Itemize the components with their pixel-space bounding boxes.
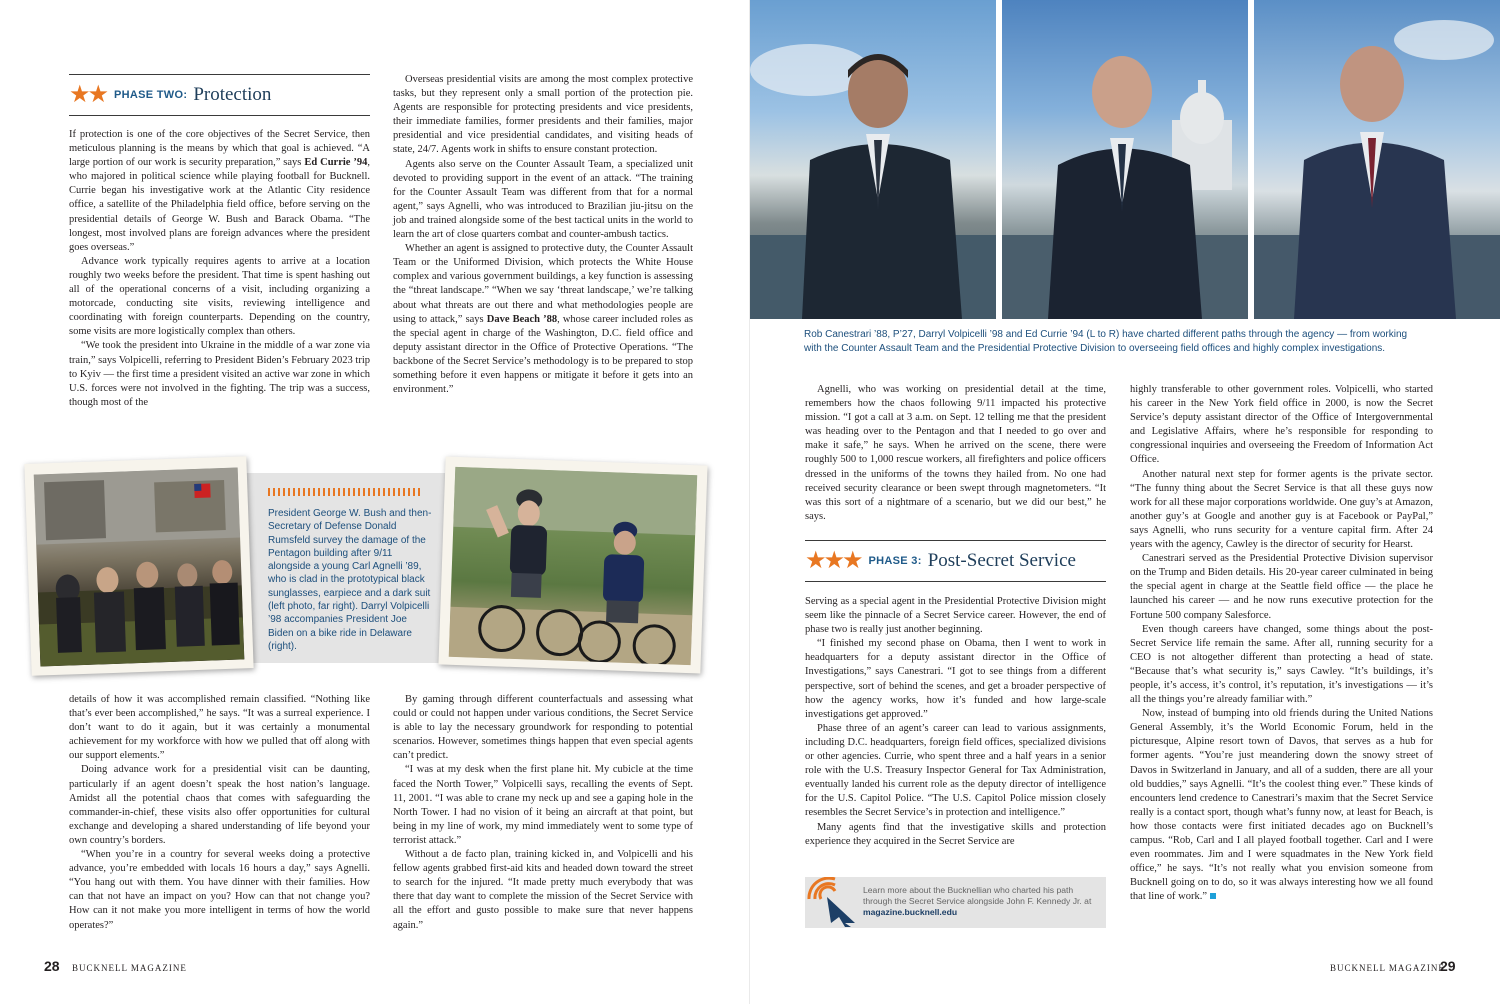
paragraph: “We took the president into Ukraine in the middle of a war zone via train,” says Volpicelli, referring to President Biden’s February 2023 trip to Kyiv — the first time a president visited an active war zone in which U.S. forces were not involved in the fighting. The trip was a success, though most of the xyxy=(69,340,370,408)
end-mark-icon xyxy=(1210,893,1216,899)
right-col3-top xyxy=(805,383,1106,524)
paragraph: Canestrari served as the Presidential Protective Division supervisor on the Trump and Biden details. His 20-year career culminated in being the special agent in charge at the Seattle field office — the place he launched his career — and he now runs executive protection for the Fortune 500 company Salesforce. xyxy=(1130,553,1433,621)
paragraph: Another natural next step for former agents is the private sector. “The funny thing about the Secret Service is that all these guys now work for all these major corporations worldwide. One guy’s at Amazon, another guy’s at Google and another guy is at Facebook or PayPal,” says Agnelli, who runs security for a venture capital firm. After 24 years with the agency, Cawley is the director of security for Hearst. xyxy=(1130,468,1433,551)
photo-caption-panel xyxy=(240,473,445,663)
phase-three-heading xyxy=(805,540,1106,582)
phase-three-label: PHASE 3: xyxy=(868,555,922,567)
phase-two-label: PHASE TWO: xyxy=(114,89,188,101)
paragraph: Agents also serve on the Counter Assault Team, a specialized unit devoted to providing support in the event of an attack. “The training for the Counter Assault Team was different from that for a normal agent,” says Agnelli, who was introduced to Brazilian jiu-jitsu on the job and trained alongside some of the best tactical units in the world to learn the art of close quarters combat and counter-ambush tactics. xyxy=(393,158,693,241)
paragraph: Whether an agent is assigned to protective duty, the Counter Assault Team or the Uniformed Division, which protects the White House complex and various government buildings, a key function is assessing the “threat landscape.” “When we say ‘threat landscape,’ we’re talking about what threats are out there and what methodologies people are using to attack,” says Dave Beach ’88, whose career included roles as the special agent in charge of the Washington, D.C. field office and deputy assistant director in the Office of Protective Operations. “The backbone of the Secret Service’s methodology is to be prepared to stop something before it even happens or mitigate it before it gets into an environment.” xyxy=(393,243,694,396)
folio-page-number-left: 28 xyxy=(44,958,60,974)
paragraph: Overseas presidential visits are among the most complex protective tasks, but they represent only a small portion of the protection pie. Agents are responsible for protecting presidents and vice presidents, their immediate families, former presidents and their families, major presidential and vice presidential candidates, and visiting heads of state, 24/7. Agents work in shifts to ensure constant protection. xyxy=(393,74,693,156)
name-dave-beach: Dave Beach ’88 xyxy=(486,313,558,325)
left-col2-top xyxy=(393,73,693,397)
paragraph: Phase three of an agent’s career can lead to various assignments, including D.C. headquarters, foreign field offices, specialized divisions or other agencies. Currie, who spent three and a half years in a senior role with the U.S. Treasury Inspector General for Tax Administration, eventually landed his current role as the deputy director of intelligence for the U.S. Capitol Police. “The U.S. Capitol Police mission closely resembles the Secret Service’s in protection and intelligence.” xyxy=(805,722,1106,819)
polaroid-bike-ride xyxy=(438,456,707,673)
paragraph: Serving as a special agent in the Presidential Protective Division might seem like the pinnacle of a Secret Service career. However, the end of phase two is really just another beginning. xyxy=(805,596,1106,636)
paragraph: Even though careers have changed, some things about the post-Secret Service life remain the same. After all, running security for a CEO is not altogether different than protecting a head of state. “Because that’s what security is,” says Cawley. “It’s buildings, it’s people, it’s access, it’s control, it’s reputation, it’s investigations — it’s all the things you’re already familiar with.” xyxy=(1130,623,1433,706)
hero-photo-currie xyxy=(1254,0,1500,319)
paragraph: Doing advance work for a presidential visit can be daunting, particularly if an agent doesn’t speak the host nation’s language. Amidst all the potential chaos that comes with safeguarding the commander-in-chief, these visits also offer opportunities for cultural exchange and developing a shared understanding of life beyond your own country’s borders. xyxy=(69,764,370,846)
left-col1-bottom xyxy=(69,693,370,933)
cursor-click-icon xyxy=(805,877,861,928)
right-col4 xyxy=(1130,383,1433,904)
name-ed-currie: Ed Currie ’94 xyxy=(304,157,368,169)
pentagon-scene-graphic xyxy=(34,467,245,666)
caption-tick-rule xyxy=(268,488,420,496)
paragraph: If protection is one of the core objectives of the Secret Service, then meticulous planning is the means by which that goal is achieved. “A large portion of our work is security preparation,” says Ed Currie ’94, who majored in political science while playing football for Bucknell. Currie began his investigative work at the Atlantic City residence office, a satellite of the Philadelphia field office, before serving on the presidential details of George W. Bush and Barack Obama. “The longest, most involved plans are foreign advances where the president goes overseas.” xyxy=(69,129,370,253)
phase-three-stars: ★★★ xyxy=(805,548,861,574)
hero-photo-volpicelli xyxy=(1002,0,1248,319)
phase-two-title: Protection xyxy=(193,84,272,105)
callout-text: Learn more about the Bucknellian who charted his path through the Secret Service alongside John F. Kennedy Jr. at magazine.bucknell.edu xyxy=(863,885,1092,918)
bike-scene-graphic xyxy=(449,467,697,665)
folio-magazine-name-left: BUCKNELL MAGAZINE xyxy=(72,963,187,973)
hero-caption: Rob Canestrari ’88, P’27, Darryl Volpicelli ’98 and Ed Currie ’94 (L to R) have charted different paths through the agency — from working with the Counter Assault Team and the Presidential Protective Division to overseeing field offices and highly complex investigations. xyxy=(804,329,1408,354)
phase-three-title: Post-Secret Service xyxy=(927,550,1076,571)
photo-pentagon-survey xyxy=(34,467,245,666)
polaroid-pentagon xyxy=(24,456,253,676)
folio-page-number-right: 29 xyxy=(1440,958,1456,974)
left-col2-bottom xyxy=(393,693,693,933)
paragraph: “When you’re in a country for several weeks doing a protective advance, you’re embedded with locals 16 hours a day,” says Agnelli. “You hang out with them. You have dinner with their families. How can that not have an impact on you? How can that not change you? How can it not make you more intelligent in terms of how the world operates?” xyxy=(69,849,370,931)
paragraph: details of how it was accomplished remain classified. “Nothing like that’s ever been accomplished,” he says. “It was a surreal experience. I don’t want to do it again, but it was certainly a monumental achievement for my workforce with how we pulled that off along with our support elements.” xyxy=(69,694,370,762)
phase-two-stars: ★★ xyxy=(69,82,107,108)
hero-figure-right xyxy=(1254,0,1500,319)
left-col1-top xyxy=(69,128,370,410)
callout-link[interactable]: magazine.bucknell.edu xyxy=(863,907,958,918)
hero-figure-left xyxy=(750,0,996,319)
photo-bike-ride xyxy=(449,467,697,665)
right-col3-bottom xyxy=(805,595,1106,849)
paragraph: Now, instead of bumping into old friends during the United Nations General Assembly, it’s the World Economic Forum, held in the picturesque, Alpine resort town of Davos, that serves as a hub for former agents. “You’re just meandering down the snowy street of Davos in Switzerland in January, and all of a sudden, there are all your old buddies,” says Agnelli. “It’s the coolest thing ever.” These kinds of encounters lend credence to Canestrari’s maxim that the Secret Service really is a contact sport, though what’s funny now, at least for Beach, is how those contacts were first initiated decades ago on Bucknell’s campus. “Rob, Carl and I all played football together. Carl and I were even roommates. Jim and I were squadmates in the New York field office,” he says. “It’s not really what you envision someone from Bucknell going on to do, so it was always interesting how we all found that line of work.” xyxy=(1130,708,1433,903)
hero-photo-canestrari xyxy=(750,0,996,319)
paragraph: By gaming through different counterfactuals and assessing what could or could not happen under various conditions, the Secret Service is able to lay the necessary groundwork for responding to potential scenarios. However, sometimes things happen that even special agents can’t predict. xyxy=(393,694,693,762)
hero-figure-center xyxy=(1002,0,1248,319)
folio-magazine-name-right: BUCKNELL MAGAZINE xyxy=(1330,963,1445,973)
paragraph: “I finished my second phase on Obama, then I went to work in headquarters for a deputy assistant director in the Office of Investigations,” says Canestrari. “I got to see things from a different perspective, sort of behind the scenes, and get a broader perspective of how the agency works, how it’s funded and how large-scale investigations get approved.” xyxy=(805,638,1106,720)
paragraph: Many agents find that the investigative skills and protection experience they acquired in the Secret Service are xyxy=(805,821,1106,847)
online-callout[interactable] xyxy=(805,877,1106,928)
phase-two-heading xyxy=(69,74,370,116)
paragraph: “I was at my desk when the first plane hit. My cubicle at the time faced the North Tower,” Volpicelli says, recalling the events of Sept. 11, 2001. “I was able to crane my neck up and see a gaping hole in the North Tower. I had no vision of it being an aircraft at that point, but being in my line of work, my mind immediately went to some type of terrorist attack.” xyxy=(393,764,693,846)
paragraph: Without a de facto plan, training kicked in, and Volpicelli and his fellow agents grabbed first-aid kits and headed down toward the street to search for the injured. “It made pretty much everybody that was there that day want to complete the mission of the Secret Service with all the effort and gusto possible to make sure that never happens again.” xyxy=(393,849,693,931)
paragraph: highly transferable to other government roles. Volpicelli, who started his career in the New York field office in 2000, is now the Secret Service’s deputy assistant director of the Office of Intergovernmental and Legislative Affairs, where he’s responsible for responding to congressional inquiries and overseeing the Freedom of Information Act Office. xyxy=(1130,384,1433,466)
paragraph: Agnelli, who was working on presidential detail at the time, remembers how the chaos following 9/11 impacted his protective mission. “I got a call at 3 a.m. on Sept. 12 telling me that the president was heading over to the Pentagon and that I needed to go over and make it safe,” he says. When he arrived on the scene, there were roughly 500 to 1,000 rescue workers, all firefighters and police officers dressed in the uniforms of the towns they hailed from. No one had received security clearance or been swept through magnetometers. “It was this sort of a nightmare of a scenario, but we did our best,” he says. xyxy=(805,384,1106,522)
photo-caption: President George W. Bush and then-Secretary of Defense Donald Rumsfeld survey the damage of the Pentagon building after 9/11 alongside a young Carl Agnelli ’89, who is clad in the prototypical black sunglasses, earpiece and a dark suit (left photo, far right). Darryl Volpicelli ’98 accompanies President Joe Biden on a bike ride in Delaware (right). xyxy=(268,508,432,652)
paragraph: Advance work typically requires agents to arrive at a location roughly two weeks before the president. That time is spent hashing out all of the operational concerns of a visit, including organizing a motorcade, conducting site visits, reviewing intelligence and coordinating with foreign counterparts. Depending on the country, some visits are more logistically complex than others. xyxy=(69,255,370,338)
